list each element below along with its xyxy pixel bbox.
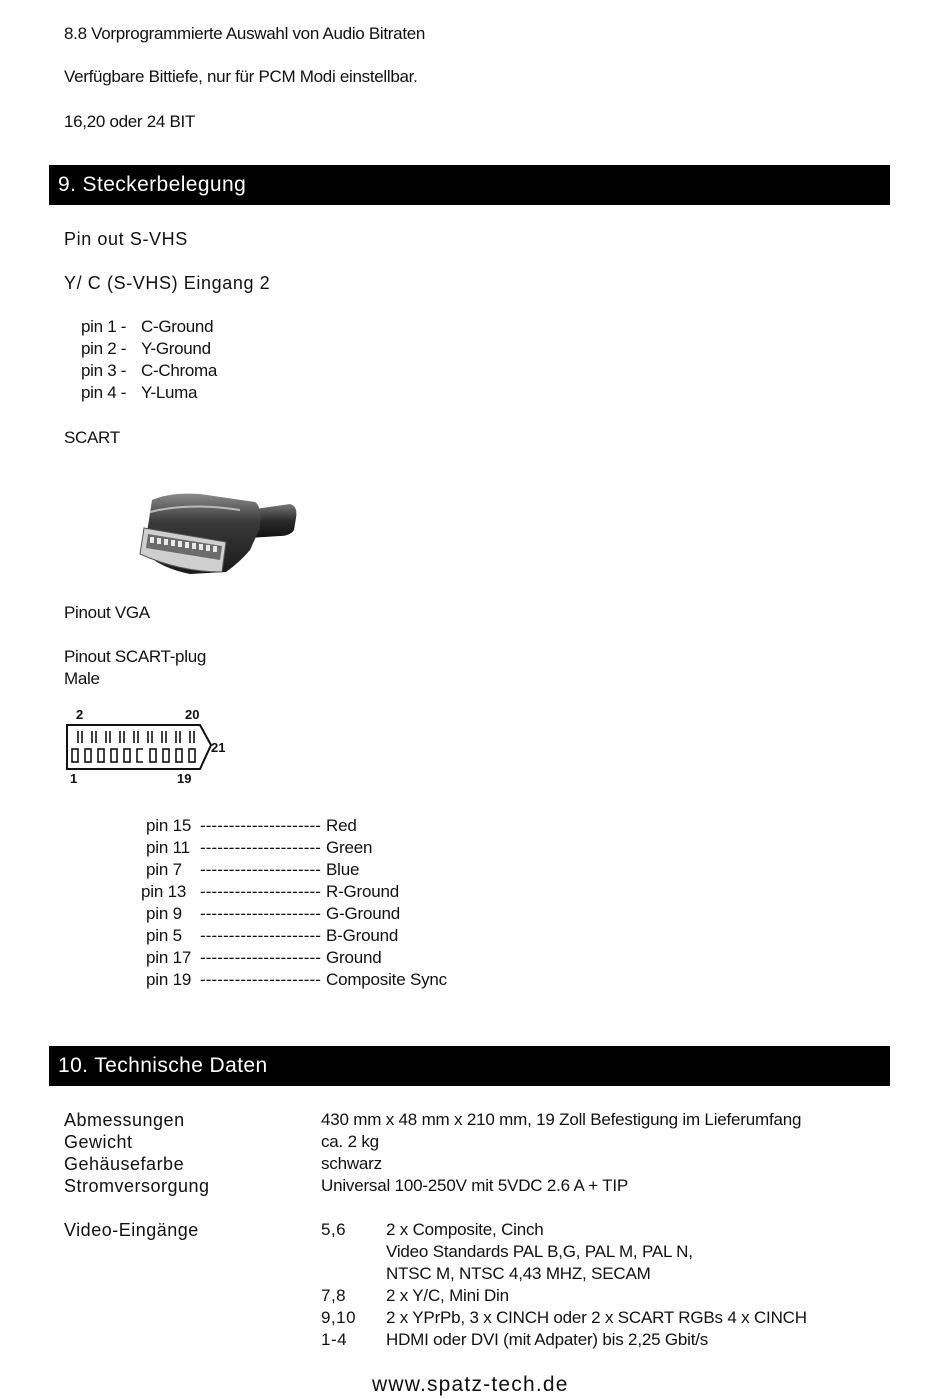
scart-pin-number: pin 7 [146,860,182,879]
video-input-desc: Video Standards PAL B,G, PAL M, PAL N, [386,1242,693,1261]
video-input-number: 7,8 [321,1286,347,1305]
section-9-title-bar: 9. Steckerbelegung [49,165,890,205]
spec-label: Gewicht [64,1132,133,1152]
scart-pin-row [146,816,357,836]
spec-value: ca. 2 kg [321,1132,379,1151]
spec-value: Universal 100-250V mit 5VDC 2.6 A + TIP [321,1176,629,1195]
scart-pin-dashes: --------------------- [200,970,321,989]
video-input-number: 1-4 [321,1330,348,1349]
scart-pin-signal: R-Ground [326,882,400,901]
scart-pin-number: pin 19 [146,970,192,989]
spec-label: Stromversorgung [64,1176,210,1196]
video-inputs-label: Video-Eingänge [64,1220,199,1240]
footer-url: www.spatz-tech.de [372,1373,569,1396]
scart-pin-number: pin 15 [146,816,192,835]
video-input-desc: 2 x Composite, Cinch [386,1220,544,1239]
scart-pin-signal: B-Ground [326,926,399,945]
scart-pin-number: pin 9 [146,904,182,923]
scart-pin-row [146,948,382,968]
scart-pin-dashes: --------------------- [200,882,321,901]
svhs-heading: Pin out S-VHS [64,229,188,249]
scart-pin-row [146,970,447,990]
scart-connector-outline [64,721,214,773]
scart-pin-number: pin 5 [146,926,182,945]
scart-pin-number: pin 13 [141,882,187,901]
spec-label: Gehäusefarbe [64,1154,185,1174]
video-input-desc: NTSC M, NTSC 4,43 MHZ, SECAM [386,1264,651,1283]
scart-pin-dashes: --------------------- [200,926,321,945]
video-input-desc: 2 x Y/C, Mini Din [386,1286,509,1305]
video-input-number: 5,6 [321,1220,347,1239]
scart-heading: SCART [64,428,120,447]
svhs-pin-number: pin 2 - [81,339,127,358]
diagram-label-top-left: 2 [76,707,84,722]
svhs-pin-number: pin 4 - [81,383,127,402]
scart-plug-heading: Pinout SCART-plug [64,647,206,666]
bit-depth-values: 16,20 oder 24 BIT [64,112,195,131]
scart-pin-dashes: --------------------- [200,816,321,835]
svhs-pin-row [81,317,213,337]
svhs-pin-signal: C-Chroma [141,361,218,380]
svhs-pin-row [81,339,211,359]
scart-pin-dashes: --------------------- [200,860,321,879]
video-input-desc: 2 x YPrPb, 3 x CINCH oder 2 x SCART RGBs 4 x CINCH [386,1308,807,1327]
diagram-label-side: 21 [211,740,226,755]
video-input-number: 9,10 [321,1308,357,1327]
scart-pin-number: pin 17 [146,948,192,967]
scart-pin-signal: G-Ground [326,904,400,923]
scart-pin-row [146,860,359,880]
spec-label: Abmessungen [64,1110,185,1130]
svhs-pin-row [81,361,217,381]
video-input-desc: HDMI oder DVI (mit Adpater) bis 2,25 Gbit/s [386,1330,709,1349]
spec-value: 430 mm x 48 mm x 210 mm, 19 Zoll Befestigung im Lieferumfang [321,1110,802,1129]
scart-plug-sub: Male [64,669,100,688]
spec-value: schwarz [321,1154,382,1173]
diagram-label-top-right: 20 [185,707,200,722]
yc-heading: Y/ C (S-VHS) Eingang 2 [64,273,271,293]
scart-pin-dashes: --------------------- [200,904,321,923]
scart-pin-signal: Red [326,816,357,835]
scart-pin-number: pin 11 [146,838,190,857]
svhs-pin-signal: Y-Ground [141,339,211,358]
scart-pin-signal: Blue [326,860,360,879]
scart-pin-row [146,838,372,858]
section-10-title-bar: 10. Technische Daten [49,1046,890,1086]
bit-depth-note: Verfügbare Bittiefe, nur für PCM Modi einstellbar. [64,67,418,86]
scart-pin-signal: Composite Sync [326,970,447,989]
svhs-pin-signal: C-Ground [141,317,214,336]
scart-plug-image [130,488,300,580]
svhs-pin-number: pin 3 - [81,361,127,380]
vga-heading: Pinout VGA [64,603,150,622]
scart-pin-row [146,904,400,924]
scart-pin-signal: Green [326,838,373,857]
scart-pin-row [141,882,399,902]
scart-pin-signal: Ground [326,948,382,967]
svhs-pin-row [81,383,197,403]
diagram-label-bottom-left: 1 [70,771,78,786]
section-8-8-heading: 8.8 Vorprogrammierte Auswahl von Audio Bitraten [64,24,426,43]
svhs-pin-number: pin 1 - [81,317,127,336]
diagram-label-bottom-right: 19 [177,771,192,786]
svhs-pin-signal: Y-Luma [141,383,198,402]
scart-pin-dashes: --------------------- [200,838,321,857]
scart-pin-dashes: --------------------- [200,948,321,967]
scart-pin-row [146,926,398,946]
